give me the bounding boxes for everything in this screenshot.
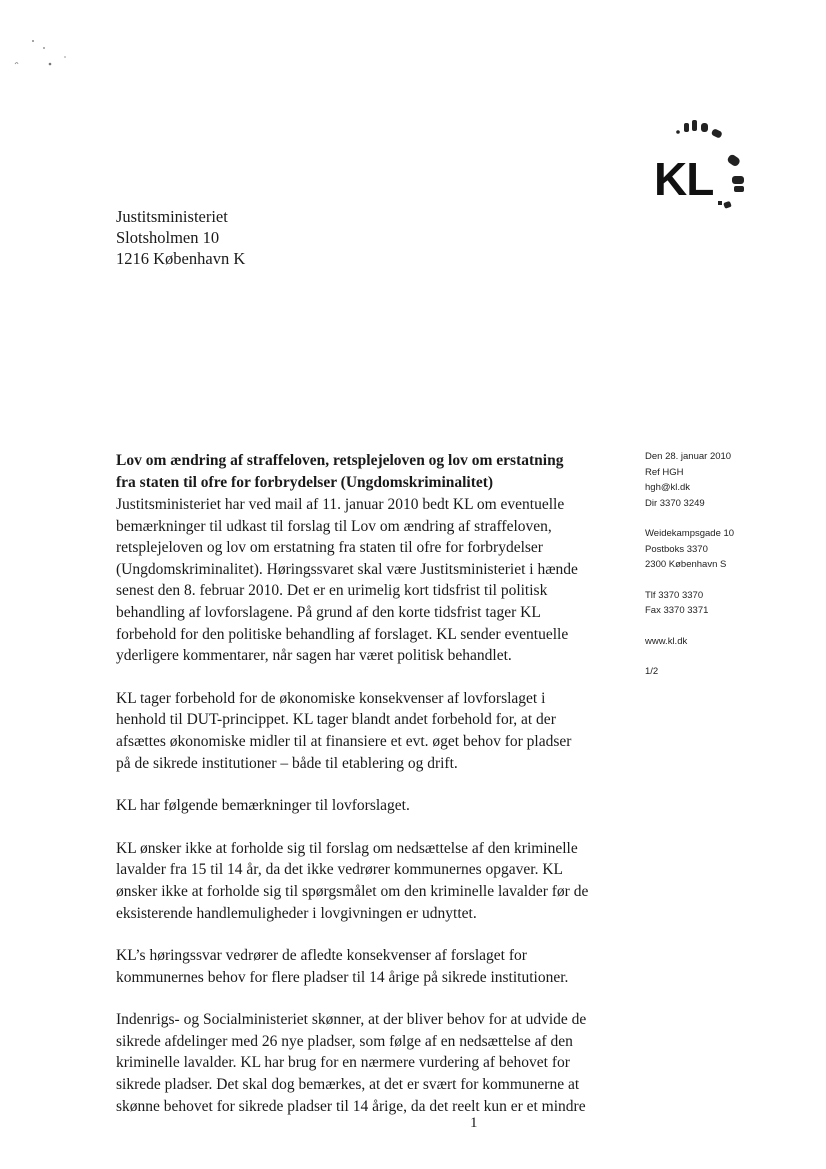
recipient-line: Justitsministeriet bbox=[116, 207, 228, 226]
letter-body bbox=[116, 450, 616, 1117]
text-line: KL tager forbehold for de økonomiske konsekvenser af lovforslaget i bbox=[116, 689, 546, 707]
text-line: Justitsministeriet har ved mail af 11. januar 2010 bedt KL om eventuelle bbox=[116, 496, 565, 513]
text-line: ønsker ikke at forholde sig til spørgsmålet om den kriminelle lavalder før de bbox=[116, 882, 589, 900]
text-line: kommunernes behov for flere pladser til 14 årige på sikrede institutioner. bbox=[116, 968, 569, 986]
text-line: skønne behovet for sikrede pladser til 14 årige, da det reelt kun er et mindre bbox=[116, 1097, 586, 1115]
paragraph-6 bbox=[116, 1009, 616, 1117]
recipient-address bbox=[116, 206, 245, 269]
text-line: forbehold for den politiske behandling af forslaget. KL sender eventuelle bbox=[116, 625, 569, 643]
text-line: senest den 8. februar 2010. Det er en urimelig kort tidsfrist til politisk bbox=[116, 582, 548, 600]
title-line: fra staten til ofre for forbrydelser (Ungdomskriminalitet) bbox=[116, 474, 494, 491]
paragraph-2 bbox=[116, 688, 616, 774]
paragraph-1 bbox=[116, 494, 616, 667]
recipient-line: 1216 København K bbox=[116, 249, 246, 268]
text-line: lavalder fra 15 til 14 år, da det ikke vedrører kommunernes opgaver. KL bbox=[116, 861, 563, 879]
text-line: KL har følgende bemærkninger til lovforslaget. bbox=[116, 797, 410, 815]
paragraph-3 bbox=[116, 795, 616, 817]
meta-ref: Ref HGH bbox=[645, 466, 684, 478]
meta-fax: Fax 3370 3371 bbox=[645, 605, 709, 616]
meta-postbox: Postboks 3370 bbox=[645, 543, 708, 555]
page-number: 1 bbox=[470, 1115, 478, 1131]
text-line: sikrede afdelinger med 26 nye pladser, som følge af en nedsættelse af den bbox=[116, 1032, 573, 1050]
text-line: (Ungdomskriminalitet). Høringssvaret skal være Justitsministeriet i hænde bbox=[116, 560, 578, 578]
text-line: Indenrigs- og Socialministeriet skønner, at der bliver behov for at udvide de bbox=[116, 1011, 587, 1029]
meta-date: Den 28. januar 2010 bbox=[645, 451, 732, 462]
logo-text: KL bbox=[654, 153, 714, 205]
meta-page: 1/2 bbox=[645, 666, 659, 677]
text-line: KL ønsker ikke at forholde sig til forslag om nedsættelse af den kriminelle bbox=[116, 839, 578, 857]
meta-street: Weidekampsgade 10 bbox=[645, 528, 735, 539]
text-line: bemærkninger til udkast til forslag til Lov om ændring af straffeloven, bbox=[116, 517, 552, 535]
text-line: afsættes økonomiske midler til at finansiere et evt. øget behov for pladser bbox=[116, 732, 572, 750]
scan-specks bbox=[0, 0, 90, 90]
text-line: sikrede pladser. Det skal dog bemærkes, at det er svært for kommunerne at bbox=[116, 1076, 580, 1094]
recipient-line: Slotsholmen 10 bbox=[116, 228, 220, 247]
letter-title bbox=[116, 450, 616, 494]
sender-meta bbox=[645, 449, 734, 680]
text-line: behandling af lovforslagene. På grund af den korte tidsfrist tager KL bbox=[116, 603, 541, 621]
text-line: på de sikrede institutioner – både til etablering og drift. bbox=[116, 754, 458, 772]
text-line: yderligere kommentarer, når sagen har været politisk behandlet. bbox=[116, 647, 512, 665]
text-line: retsplejeloven og lov om erstatning fra staten til ofre for forbrydelser bbox=[116, 539, 543, 557]
text-line: KL’s høringssvar vedrører de afledte konsekvenser af forslaget for bbox=[116, 947, 527, 965]
meta-email: hgh@kl.dk bbox=[645, 482, 691, 493]
meta-dir: Dir 3370 3249 bbox=[645, 497, 705, 509]
kl-logo bbox=[648, 112, 756, 216]
text-line: eksisterende handlemuligheder i lovgivningen er udnyttet. bbox=[116, 904, 477, 922]
title-line: Lov om ændring af straffeloven, retsplejeloven og lov om erstatning bbox=[116, 452, 564, 469]
paragraph-4 bbox=[116, 838, 616, 924]
paragraph-5 bbox=[116, 945, 616, 988]
text-line: henhold til DUT-princippet. KL tager blandt andet forbehold for, at der bbox=[116, 711, 556, 729]
meta-web: www.kl.dk bbox=[645, 635, 688, 647]
meta-city: 2300 København S bbox=[645, 559, 727, 570]
text-line: kriminelle lavalder. KL har brug for en nærmere vurdering af behovet for bbox=[116, 1054, 570, 1072]
meta-tel: Tlf 3370 3370 bbox=[645, 589, 704, 601]
